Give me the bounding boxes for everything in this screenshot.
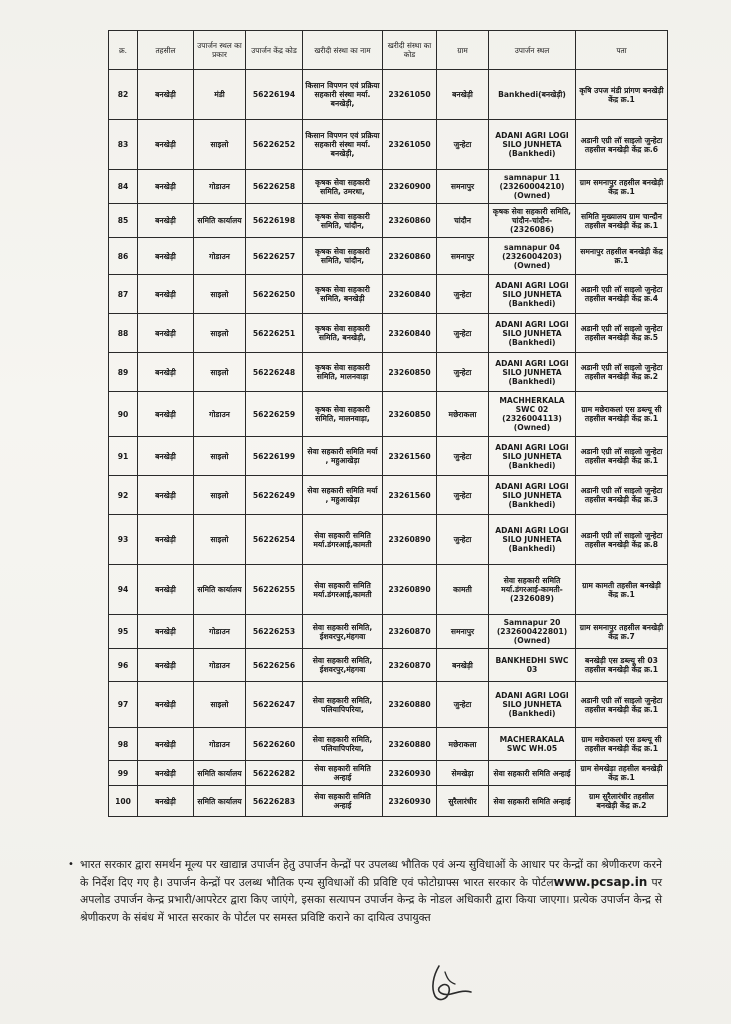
table-cell: 90 (109, 392, 138, 437)
table-cell: samnapur 11 (23260004210)(Owned) (489, 170, 576, 204)
table-cell: 23260880 (383, 728, 437, 761)
table-row (109, 728, 668, 761)
table-cell: कृषक सेवा सहकारी समिति, मालनवाड़ा, (303, 392, 383, 437)
table-cell: बनखेड़ी (138, 204, 194, 238)
table-cell: कृषक सेवा सहकारी समिति, चांदौन, (303, 204, 383, 238)
table-cell: बनखेड़ी (138, 437, 194, 476)
table-cell: सेवा सहकारी समिति, ईशवरपुर,मंहगवा (303, 615, 383, 649)
table-cell: बनखेड़ी (138, 238, 194, 275)
table-cell: बनखेड़ी (138, 314, 194, 353)
table-cell: कृषि उपज मंडी प्रांगण बनखेड़ी केंद्र क्र.1 (576, 70, 668, 120)
table-cell: जुन्हेटा (437, 476, 489, 515)
table-cell: ग्राम समनापुर तहसील बनखेड़ी केंद्र क्र.7 (576, 615, 668, 649)
table-cell: बनखेड़ी (437, 649, 489, 682)
table-cell: बनखेड़ी (138, 476, 194, 515)
table-cell: जुन्हेटा (437, 682, 489, 728)
table-cell: सेवा सहकारी समिति मर्या.डंगरआई,कामती (303, 565, 383, 615)
table-row (109, 392, 668, 437)
table-cell: 92 (109, 476, 138, 515)
table-cell: MACHHERKALA SWC 02 (2326004113)(Owned) (489, 392, 576, 437)
table-cell: समिति कार्यालय (194, 786, 246, 817)
table-cell: समनापुर (437, 238, 489, 275)
table-header-row (109, 31, 668, 70)
table-cell: ग्राम सुरैलारंधीर तहसील बनखेड़ी केंद्र क्र.2 (576, 786, 668, 817)
table-cell: ADANI AGRI LOGI SILO JUNHETA (Bankhedi) (489, 682, 576, 728)
table-cell: सेवा सहकारी समिति अन्हाई (489, 761, 576, 786)
table-cell: बनखेड़ी (138, 761, 194, 786)
table-cell: Bankhedi(बनखेड़ी) (489, 70, 576, 120)
table-cell: कृषक सेवा सहकारी समिति, बनखेड़ी (303, 275, 383, 314)
table-cell: 56226257 (246, 238, 303, 275)
table-cell: बनखेड़ी (138, 786, 194, 817)
table-cell: ADANI AGRI LOGI SILO JUNHETA (Bankhedi) (489, 353, 576, 392)
procurement-centers-table (108, 30, 668, 817)
table-cell: अडानी एग्री लॉ साइलो जुन्हेटा तहसील बनखेड़ी केंद्र क्र.2 (576, 353, 668, 392)
table-cell: ADANI AGRI LOGI SILO JUNHETA (Bankhedi) (489, 437, 576, 476)
table-cell: कृषक सेवा सहकारी समिति, बनखेड़ी, (303, 314, 383, 353)
table-row (109, 682, 668, 728)
table-cell: बनखेड़ी एस डब्ल्यू सी 03 तहसील बनखेड़ी केंद्र क्र.1 (576, 649, 668, 682)
table-cell: 23260850 (383, 392, 437, 437)
table-cell: समनापुर (437, 170, 489, 204)
table-cell: बनखेड़ी (138, 70, 194, 120)
table-cell: साइलो (194, 682, 246, 728)
table-cell: चांदौन (437, 204, 489, 238)
table-cell: 23260930 (383, 786, 437, 817)
table-cell: सेवा सहकारी समिति, ईशवरपुर,मंहगवा (303, 649, 383, 682)
table-cell: 91 (109, 437, 138, 476)
table-cell: 56226198 (246, 204, 303, 238)
table-cell: ADANI AGRI LOGI SILO JUNHETA (Bankhedi) (489, 120, 576, 170)
table-cell: सुरैलारंधीर (437, 786, 489, 817)
table-cell: जुन्हेटा (437, 275, 489, 314)
table-cell: 23260880 (383, 682, 437, 728)
table-cell: कामती (437, 565, 489, 615)
table-cell: मछेराकला (437, 728, 489, 761)
table-cell: 89 (109, 353, 138, 392)
table-cell: 56226258 (246, 170, 303, 204)
table-cell: 86 (109, 238, 138, 275)
table-cell: अडानी एग्री लॉ साइलो जुन्हेटा तहसील बनखेड़ी केंद्र क्र.1 (576, 437, 668, 476)
table-cell: बनखेड़ी (138, 120, 194, 170)
table-cell: 23260900 (383, 170, 437, 204)
table-cell: ADANI AGRI LOGI SILO JUNHETA (Bankhedi) (489, 275, 576, 314)
table-cell: बनखेड़ी (138, 353, 194, 392)
table-cell: कृषक सेवा सहकारी समिति, उमरधा, (303, 170, 383, 204)
column-header: खरीदी संस्था का कोड (383, 31, 437, 70)
table-cell: जुन्हेटा (437, 314, 489, 353)
table-cell: 84 (109, 170, 138, 204)
table-cell: बनखेड़ी (138, 565, 194, 615)
table-cell: 56226252 (246, 120, 303, 170)
table-row (109, 170, 668, 204)
table-cell: साइलो (194, 120, 246, 170)
table-cell: समिति मुख्यालय ग्राम चान्दौन तहसील बनखेड़ी केंद्र क्र.1 (576, 204, 668, 238)
table-cell: जुन्हेटा (437, 353, 489, 392)
table-row (109, 70, 668, 120)
table-cell: 56226194 (246, 70, 303, 120)
table-row (109, 204, 668, 238)
table-cell: जुन्हेटा (437, 120, 489, 170)
table-cell: 56226260 (246, 728, 303, 761)
column-header: पता (576, 31, 668, 70)
table-cell: 56226255 (246, 565, 303, 615)
table-cell: 85 (109, 204, 138, 238)
table-cell: बनखेड़ी (138, 682, 194, 728)
table-cell: 23260840 (383, 314, 437, 353)
table-cell: मछेराकला (437, 392, 489, 437)
table-cell: बनखेड़ी (138, 392, 194, 437)
table-cell: 56226248 (246, 353, 303, 392)
table-cell: सेवा सहकारी समिति, पलियापिपरिया, (303, 728, 383, 761)
column-header: खरीदी संस्था का नाम (303, 31, 383, 70)
table-cell: 56226282 (246, 761, 303, 786)
table-cell: 23261050 (383, 120, 437, 170)
note-paragraph (68, 856, 662, 926)
table-cell: साइलो (194, 515, 246, 565)
table-cell: गोडाउन (194, 238, 246, 275)
table-cell: 87 (109, 275, 138, 314)
table-cell: 99 (109, 761, 138, 786)
table-cell: किसान विपणन एवं प्रक्रिया सहकारी संस्था मर्या. बनखेड़ी, (303, 70, 383, 120)
table-cell: सेवा सहकारी समिति मर्या.डंगरआई-कामती-(2326089) (489, 565, 576, 615)
table-cell: 56226249 (246, 476, 303, 515)
table-cell: गोडाउन (194, 728, 246, 761)
table-cell: कृषक सेवा सहकारी समिति, मालनवाड़ा (303, 353, 383, 392)
table-cell: MACHERAKALA SWC WH.05 (489, 728, 576, 761)
table-cell: 88 (109, 314, 138, 353)
table-cell: किसान विपणन एवं प्रक्रिया सहकारी संस्था मर्या. बनखेड़ी, (303, 120, 383, 170)
table-cell: 98 (109, 728, 138, 761)
table-cell: ग्राम मछेराकलां एस डब्ल्यू सी तहसील बनखेड़ी केंद्र क्र.1 (576, 728, 668, 761)
table-cell: ग्राम कामती तहसील बनखेड़ी केंद्र क्र.1 (576, 565, 668, 615)
table-cell: बनखेड़ी (138, 649, 194, 682)
table-cell: अडानी एग्री लॉ साइलो जुन्हेटा तहसील बनखेड़ी केंद्र क्र.8 (576, 515, 668, 565)
column-header: उपार्जन केंद्र कोड (246, 31, 303, 70)
table-cell: साइलो (194, 353, 246, 392)
table-cell: कृषक सेवा सहकारी समिति, चांदौन-चांदौन-(2326086) (489, 204, 576, 238)
table-row (109, 615, 668, 649)
column-header: क्र. (109, 31, 138, 70)
table-cell: ADANI AGRI LOGI SILO JUNHETA (Bankhedi) (489, 314, 576, 353)
table-cell: 56226250 (246, 275, 303, 314)
table-cell: सेवा सहकारी समिति, पलियापिपरिया, (303, 682, 383, 728)
note-text-before: भारत सरकार द्वारा समर्थन मूल्य पर खाद्यान्न उपार्जन हेतु उपार्जन केन्द्रों पर उपलब्ध भौतिक एवं अन्य सुविधाओं के आधार पर केन्द्रों का श्रेणीकरण करने के निर्देश दिए गए है। उपार्जन केन्द्रों पर उलब्ध भौतिक एन्य सुविधाओं की प्रविष्टि एवं फोटोग्राफ्स भारत सरकार के पोर्टल (80, 858, 662, 889)
table-cell: अडानी एग्री लॉ साइलो जुन्हेटा तहसील बनखेड़ी केंद्र क्र.3 (576, 476, 668, 515)
table-cell: बनखेड़ी (138, 515, 194, 565)
table-cell: बनखेड़ी (138, 615, 194, 649)
table-cell: सेमखेड़ा (437, 761, 489, 786)
column-header: उपार्जन स्थल (489, 31, 576, 70)
table-cell: गोडाउन (194, 649, 246, 682)
table-cell: समनापुर (437, 615, 489, 649)
table-cell: Samnapur 20 (232600422801)(Owned) (489, 615, 576, 649)
table-row (109, 786, 668, 817)
table-cell: 23260840 (383, 275, 437, 314)
table-cell: बनखेड़ी (138, 275, 194, 314)
table-cell: मंडी (194, 70, 246, 120)
table-cell: समिति कार्यालय (194, 761, 246, 786)
table-cell: 23261560 (383, 476, 437, 515)
table-cell: BANKHEDHI SWC 03 (489, 649, 576, 682)
table-cell: 56226283 (246, 786, 303, 817)
table-row (109, 437, 668, 476)
bullet-icon: • (68, 859, 74, 870)
table-cell: समनापुर तहसील बनखेड़ी केंद्र क्र.1 (576, 238, 668, 275)
table-cell: ग्राम मछेराकलां एस डब्ल्यू सी तहसील बनखेड़ी केंद्र क्र.1 (576, 392, 668, 437)
table-cell: गोडाउन (194, 170, 246, 204)
table-cell: जुन्हेटा (437, 437, 489, 476)
table-cell: सेवा सहकारी समिति मर्या , महुआखेड़ा (303, 437, 383, 476)
table-cell: 97 (109, 682, 138, 728)
table-cell: 56226251 (246, 314, 303, 353)
table-cell: 96 (109, 649, 138, 682)
table-cell: 83 (109, 120, 138, 170)
table-row (109, 314, 668, 353)
table-cell: 23260870 (383, 649, 437, 682)
table-cell: 82 (109, 70, 138, 120)
table-cell: 95 (109, 615, 138, 649)
table-cell: बनखेड़ी (138, 170, 194, 204)
table-cell: साइलो (194, 476, 246, 515)
table-cell: 56226247 (246, 682, 303, 728)
table-cell: 23260850 (383, 353, 437, 392)
table-cell: सेवा सहकारी समिति अन्हाई (303, 786, 383, 817)
table-cell: 56226259 (246, 392, 303, 437)
table-cell: 56226199 (246, 437, 303, 476)
table-cell: सेवा सहकारी समिति मर्या , महुआखेड़ा (303, 476, 383, 515)
column-header: तहसील (138, 31, 194, 70)
table-row (109, 515, 668, 565)
table-cell: ADANI AGRI LOGI SILO JUNHETA (Bankhedi) (489, 515, 576, 565)
table-body (109, 70, 668, 817)
signature-mark (425, 962, 475, 1004)
table-cell: साइलो (194, 314, 246, 353)
table-row (109, 649, 668, 682)
column-header: उपार्जन स्थल का प्रकार (194, 31, 246, 70)
table-cell: 23260870 (383, 615, 437, 649)
table-row (109, 275, 668, 314)
table-row (109, 120, 668, 170)
table-cell: ग्राम सेमखेड़ा तहसील बनखेड़ी केंद्र क्र.1 (576, 761, 668, 786)
table-row (109, 565, 668, 615)
table-cell: samnapur 04 (2326004203)(Owned) (489, 238, 576, 275)
table-cell: जुन्हेटा (437, 515, 489, 565)
table-cell: 23260890 (383, 565, 437, 615)
table-cell: अडानी एग्री लॉ साइलो जुन्हेटा तहसील बनखेड़ी केंद्र क्र.1 (576, 682, 668, 728)
table-cell: 100 (109, 786, 138, 817)
table-cell: 23261560 (383, 437, 437, 476)
table-row (109, 476, 668, 515)
table-cell: 94 (109, 565, 138, 615)
table-cell: सेवा सहकारी समिति अन्हाई (303, 761, 383, 786)
table-cell: अडानी एग्री लॉ साइलो जुन्हेटा तहसील बनखेड़ी केंद्र क्र.5 (576, 314, 668, 353)
column-header: ग्राम (437, 31, 489, 70)
portal-link[interactable]: www.pcsap.in (553, 874, 648, 889)
table-cell: 23260890 (383, 515, 437, 565)
table-cell: सेवा सहकारी समिति अन्हाई (489, 786, 576, 817)
table-cell: गोडाउन (194, 392, 246, 437)
table-cell: अडानी एग्री लॉ साइलो जुन्हेटा तहसील बनखेड़ी केंद्र क्र.6 (576, 120, 668, 170)
table-cell: ग्राम समनापुर तहसील बनखेड़ी केंद्र क्र.1 (576, 170, 668, 204)
table-cell: 23260860 (383, 238, 437, 275)
table-cell: बनखेड़ी (437, 70, 489, 120)
table-cell: समिति कार्यालय (194, 565, 246, 615)
table-cell: 56226254 (246, 515, 303, 565)
table-cell: सेवा सहकारी समिति मर्या.डंगरआई,कामती (303, 515, 383, 565)
table-cell: 23260930 (383, 761, 437, 786)
table-cell: अडानी एग्री लॉ साइलो जुन्हेटा तहसील बनखेड़ी केंद्र क्र.4 (576, 275, 668, 314)
table-cell: बनखेड़ी (138, 728, 194, 761)
table-cell: 56226253 (246, 615, 303, 649)
table-cell: ADANI AGRI LOGI SILO JUNHETA (Bankhedi) (489, 476, 576, 515)
table-cell: कृषक सेवा सहकारी समिति, चांदौन, (303, 238, 383, 275)
table-cell: 56226256 (246, 649, 303, 682)
table-row (109, 761, 668, 786)
table-cell: 23260860 (383, 204, 437, 238)
table-row (109, 238, 668, 275)
table-cell: साइलो (194, 275, 246, 314)
table-cell: गोडाउन (194, 615, 246, 649)
table-row (109, 353, 668, 392)
table-cell: समिति कार्यालय (194, 204, 246, 238)
table-cell: 93 (109, 515, 138, 565)
table-cell: साइलो (194, 437, 246, 476)
table-cell: 23261050 (383, 70, 437, 120)
note-text-after: पर अपलोड उपार्जन केन्द्र प्रभारी/आपरेटर द्वारा किए जाएंगे, इसका सत्यापन उपार्जन केन्द्र के नोडल अधिकारी द्वारा किया जाएगा। प्रत्येक उपार्जन केन्द्र से श्रेणीकरण के संबंध में भारत सरकार के पोर्टल पर समस्त प्रविष्टि कराने का दायित्व उपायुक्त (80, 875, 662, 924)
